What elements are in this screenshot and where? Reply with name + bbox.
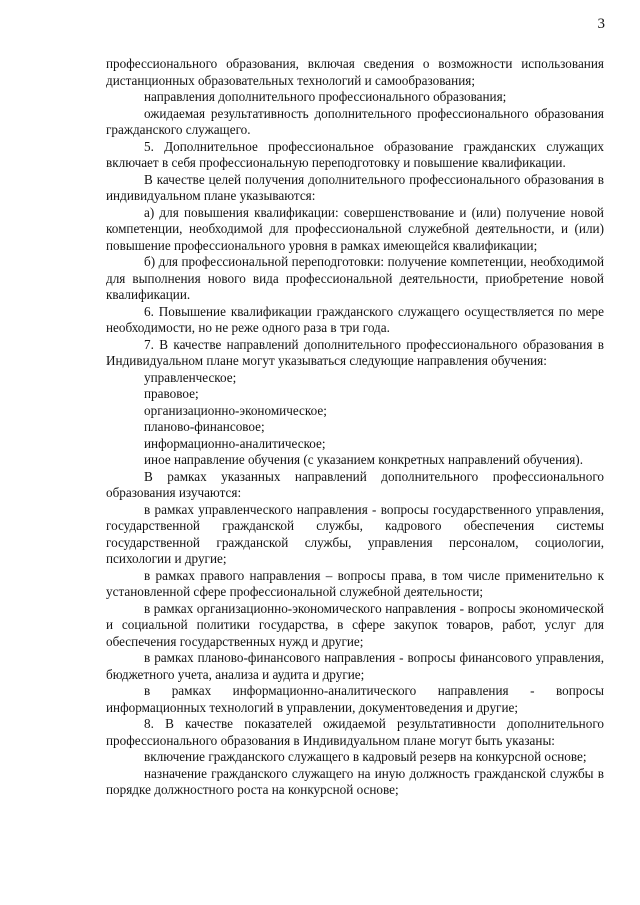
document-body	[106, 56, 604, 799]
list-item: правовое;	[144, 386, 199, 401]
paragraph: В качестве целей получения дополнительного профессионального образования в индивидуальном плане указываются:	[106, 171, 604, 203]
paragraph: 5. Дополнительное профессиональное образование гражданских служащих включает в себя профессиональную переподготовку и повышение квалификации.	[106, 138, 604, 170]
paragraph: ожидаемая результативность дополнительного профессионального образования гражданского служащего.	[106, 105, 604, 137]
list-item: иное направление обучения (с указанием конкретных направлений обучения).	[144, 452, 583, 467]
paragraph: В рамках указанных направлений дополнительного профессионального образования изучаются:	[106, 468, 604, 500]
list-item: планово-финансовое;	[144, 419, 265, 434]
list-item: управленческое;	[144, 369, 237, 385]
paragraph: а) для повышения квалификации: совершенствование и (или) получение новой компетенции, необходимой для профессиональной служебной деятельности, и (или) повышение профессионального уровня в рамках имеющейся квалификации;	[106, 204, 604, 253]
paragraph: 7. В качестве направлений дополнительного профессионального образования в Индивидуальном плане могут указываться следующие направления обучения:	[106, 336, 604, 368]
paragraph: б) для профессиональной переподготовки: получение компетенции, необходимой для выполнения нового вида профессиональной деятельности, приобретение новой квалификации.	[106, 254, 604, 302]
paragraph: 8. В качестве показателей ожидаемой результативности дополнительного профессионального образования в Индивидуальном плане могут быть указаны:	[106, 716, 604, 748]
paragraph: в рамках информационно-аналитического направления - вопросы информационных технологий в управлении, документоведения и другие;	[106, 683, 604, 715]
paragraph: назначение гражданского служащего на иную должность гражданской службы в порядке должностного роста на конкурсной основе;	[106, 765, 604, 797]
paragraph: в рамках управленческого направления - вопросы государственного управления, государственной гражданской службы, кадрового обеспечения системы государственной гражданской службы, управления персоналом, социологии, психологии и другие;	[106, 501, 604, 566]
paragraph: профессионального образования, включая сведения о возможности использования дистанционных образовательных технологий и самообразования;	[106, 56, 604, 88]
list-item: информационно-аналитическое;	[144, 435, 326, 451]
paragraph: включение гражданского служащего в кадровый резерв на конкурсной основе;	[144, 749, 587, 764]
page-number: 3	[597, 16, 605, 32]
paragraph: направления дополнительного профессионального образования;	[144, 89, 507, 104]
paragraph: в рамках планово-финансового направления - вопросы финансового управления, бюджетного учета, анализа и аудита и другие;	[106, 650, 604, 682]
list-item: организационно-экономическое;	[144, 402, 327, 418]
paragraph: в рамках организационно-экономического направления - вопросы экономической и социальной политики государства, в сфере закупок товаров, работ, услуг для обеспечения государственных нужд и другие;	[106, 600, 604, 649]
paragraph: в рамках правого направления – вопросы права, в том числе применительно к установленной сфере профессиональной служебной деятельности;	[106, 567, 604, 599]
paragraph: 6. Повышение квалификации гражданского служащего осуществляется по мере необходимости, но не реже одного раза в три года.	[106, 303, 604, 335]
